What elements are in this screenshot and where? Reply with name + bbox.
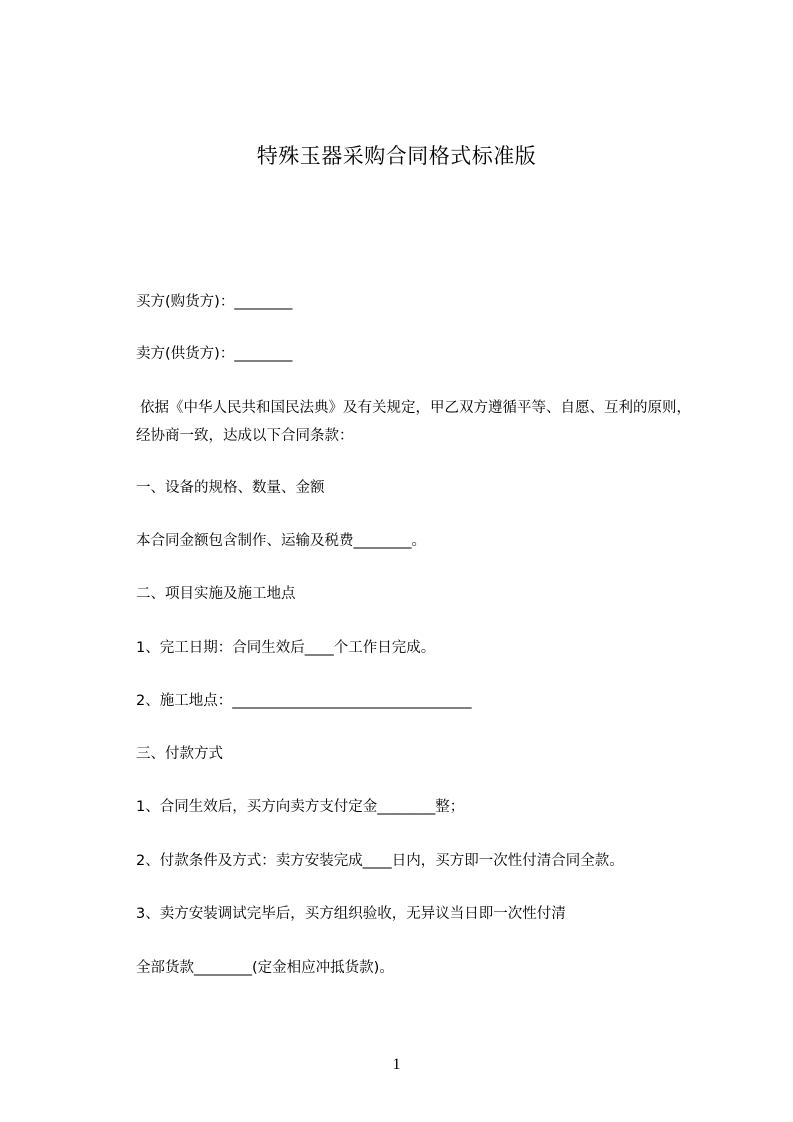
section-3-item-3-continued: 全部货款________(定金相应冲抵货款)。 — [136, 960, 394, 976]
section-3-item-3: 3、卖方安装调试完毕后，买方组织验收，无异议当日即一次性付清 — [136, 906, 566, 922]
section-2-item-1: 1、完工日期：合同生效后____个工作日完成。 — [136, 640, 436, 656]
section-2-heading: 二、项目实施及施工地点 — [136, 586, 296, 602]
seller-line: 卖方(供货方)：________ — [136, 346, 293, 362]
buyer-line: 买方(购货方)：________ — [136, 294, 293, 310]
section-3-heading: 三、付款方式 — [136, 746, 223, 762]
section-2-item-2: 2、施工地点：_________________________________ — [136, 693, 472, 709]
intro-paragraph: 依据《中华人民共和国民法典》及有关规定，甲乙双方遵循平等、自愿、互利的原则，经协商一致，达成以下合同条款： — [136, 400, 691, 444]
section-3-item-1: 1、合同生效后，买方向卖方支付定金________整； — [136, 799, 465, 815]
section-3-item-2: 2、付款条件及方式：卖方安装完成____日内，买方即一次性付清合同全款。 — [136, 853, 624, 869]
section-1-text: 本合同金额包含制作、运输及税费________。 — [136, 533, 426, 549]
section-1-heading: 一、设备的规格、数量、金额 — [136, 480, 325, 496]
page-number: 1 — [392, 1056, 401, 1073]
document-title: 特殊玉器采购合同格式标准版 — [256, 144, 537, 168]
